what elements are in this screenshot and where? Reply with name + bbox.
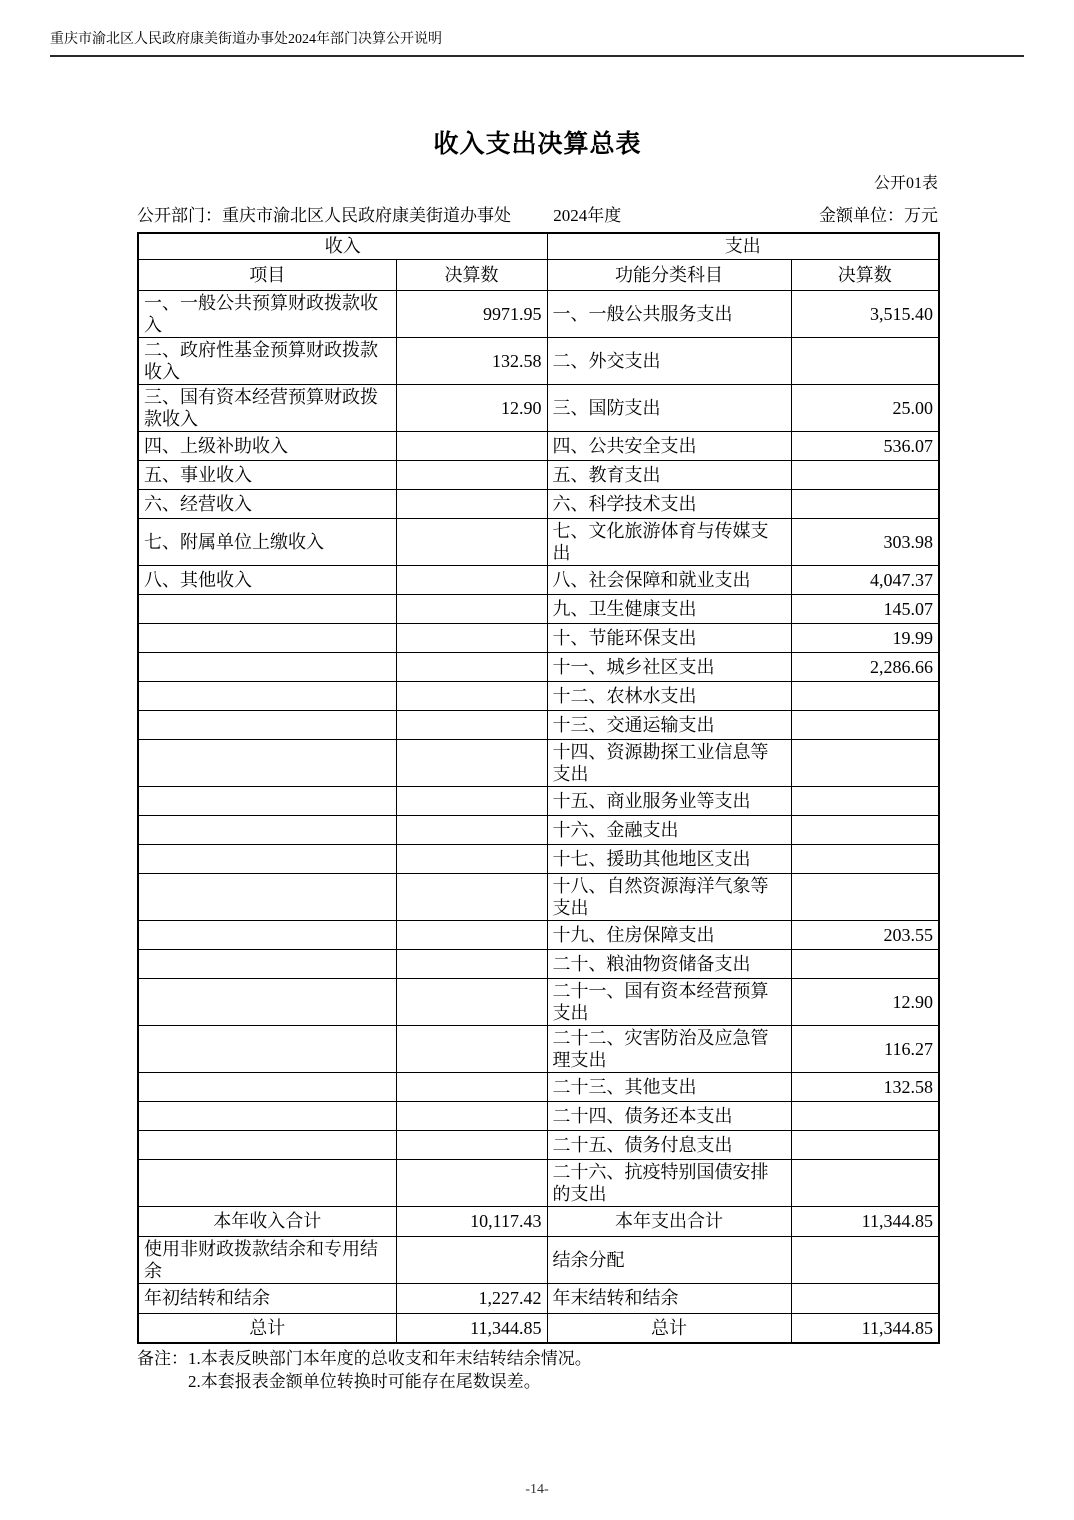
income-value-cell — [396, 565, 547, 594]
expense-item-cell: 总计 — [547, 1313, 791, 1343]
expense-value-cell: 303.98 — [791, 518, 939, 565]
expense-item-cell: 二十三、其他支出 — [547, 1072, 791, 1101]
table-row — [138, 1072, 939, 1101]
income-value-cell: 1,227.42 — [396, 1283, 547, 1313]
sheet-code: 公开01表 — [873, 175, 938, 192]
income-value-cell: 11,344.85 — [396, 1313, 547, 1343]
page-header — [50, 28, 1024, 57]
income-item-cell: 三、国有资本经营预算财政拨款收入 — [138, 384, 396, 431]
expense-value-cell: 11,344.85 — [791, 1313, 939, 1343]
expense-item-cell: 四、公共安全支出 — [547, 431, 791, 460]
expense-item-cell: 八、社会保障和就业支出 — [547, 565, 791, 594]
income-value-cell — [396, 949, 547, 978]
income-item-cell: 使用非财政拨款结余和专用结余 — [138, 1236, 396, 1283]
expense-item-cell: 十八、自然资源海洋气象等支出 — [547, 873, 791, 920]
income-item-cell — [138, 710, 396, 739]
table-row — [138, 489, 939, 518]
income-value-cell — [396, 652, 547, 681]
income-value-cell — [396, 1025, 547, 1072]
expense-value-cell — [791, 489, 939, 518]
table-row — [138, 681, 939, 710]
expense-value-cell: 203.55 — [791, 920, 939, 949]
expense-item-cell: 十、节能环保支出 — [547, 623, 791, 652]
income-item-cell — [138, 844, 396, 873]
expense-item-cell: 二十五、债务付息支出 — [547, 1130, 791, 1159]
sheet — [137, 124, 938, 1393]
notes-lines — [188, 1347, 592, 1393]
department-label: 公开部门：重庆市渝北区人民政府康美街道办事处 — [137, 206, 511, 225]
table-row — [138, 337, 939, 384]
income-value-cell — [396, 1236, 547, 1283]
income-item-cell: 七、附属单位上缴收入 — [138, 518, 396, 565]
expense-value-cell: 116.27 — [791, 1025, 939, 1072]
income-value-cell — [396, 489, 547, 518]
expense-value-cell — [791, 739, 939, 786]
expense-item-cell: 本年支出合计 — [547, 1206, 791, 1236]
expense-item-cell: 九、卫生健康支出 — [547, 594, 791, 623]
expense-value-cell: 19.99 — [791, 623, 939, 652]
income-value-cell — [396, 844, 547, 873]
income-item-cell — [138, 681, 396, 710]
summary-row — [138, 1313, 939, 1343]
col-header-expense-item: 功能分类科目 — [547, 259, 791, 290]
income-item-cell — [138, 623, 396, 652]
table-row — [138, 431, 939, 460]
table-row — [138, 518, 939, 565]
expense-item-cell: 十二、农林水支出 — [547, 681, 791, 710]
income-item-cell — [138, 1130, 396, 1159]
expense-value-cell — [791, 460, 939, 489]
expense-item-cell: 二、外交支出 — [547, 337, 791, 384]
table-row — [138, 815, 939, 844]
expense-value-cell — [791, 786, 939, 815]
table-row — [138, 1159, 939, 1206]
table-row — [138, 844, 939, 873]
fiscal-year-label: 2024年度 — [553, 206, 622, 225]
expense-value-cell — [791, 337, 939, 384]
income-value-cell — [396, 920, 547, 949]
income-item-cell — [138, 739, 396, 786]
expense-item-cell: 二十一、国有资本经营预算支出 — [547, 978, 791, 1025]
table-row — [138, 1025, 939, 1072]
expense-item-cell: 二十六、抗疫特别国债安排的支出 — [547, 1159, 791, 1206]
income-value-cell — [396, 1130, 547, 1159]
expense-item-cell: 十七、援助其他地区支出 — [547, 844, 791, 873]
income-value-cell: 9971.95 — [396, 290, 547, 337]
page-header-text: 重庆市渝北区人民政府康美街道办事处2024年部门决算公开说明 — [50, 32, 442, 47]
col-header-income-item: 项目 — [138, 259, 396, 290]
table-row — [138, 710, 939, 739]
expense-value-cell — [791, 949, 939, 978]
income-item-cell — [138, 873, 396, 920]
income-item-cell: 六、经营收入 — [138, 489, 396, 518]
expense-item-cell: 年末结转和结余 — [547, 1283, 791, 1313]
page-number: -14- — [525, 1482, 549, 1497]
expense-item-cell: 二十、粮油物资储备支出 — [547, 949, 791, 978]
income-item-cell: 总计 — [138, 1313, 396, 1343]
column-header-row — [138, 259, 939, 290]
income-value-cell — [396, 1101, 547, 1130]
income-value-cell: 12.90 — [396, 384, 547, 431]
table-row — [138, 786, 939, 815]
income-item-cell — [138, 920, 396, 949]
expense-value-cell — [791, 1236, 939, 1283]
summary-row — [138, 1206, 939, 1236]
income-value-cell — [396, 786, 547, 815]
income-value-cell: 132.58 — [396, 337, 547, 384]
col-header-income-value: 决算数 — [396, 259, 547, 290]
expense-value-cell: 4,047.37 — [791, 565, 939, 594]
expense-item-cell: 三、国防支出 — [547, 384, 791, 431]
income-item-cell: 年初结转和结余 — [138, 1283, 396, 1313]
income-item-cell — [138, 978, 396, 1025]
expense-value-cell: 536.07 — [791, 431, 939, 460]
income-value-cell: 10,117.43 — [396, 1206, 547, 1236]
table-row — [138, 1101, 939, 1130]
expense-item-cell: 六、科学技术支出 — [547, 489, 791, 518]
expense-value-cell — [791, 844, 939, 873]
expense-item-cell: 十九、住房保障支出 — [547, 920, 791, 949]
income-item-cell — [138, 1159, 396, 1206]
section-header-row — [138, 233, 939, 259]
expense-value-cell — [791, 681, 939, 710]
table-row — [138, 623, 939, 652]
income-value-cell — [396, 594, 547, 623]
expense-item-cell: 十三、交通运输支出 — [547, 710, 791, 739]
table-row — [138, 384, 939, 431]
income-item-cell — [138, 1072, 396, 1101]
income-value-cell — [396, 623, 547, 652]
expense-value-cell: 145.07 — [791, 594, 939, 623]
expense-value-cell: 2,286.66 — [791, 652, 939, 681]
expense-item-cell: 五、教育支出 — [547, 460, 791, 489]
income-value-cell — [396, 1072, 547, 1101]
expense-value-cell: 132.58 — [791, 1072, 939, 1101]
table-row — [138, 460, 939, 489]
table-row — [138, 290, 939, 337]
expense-item-cell: 一、一般公共服务支出 — [547, 290, 791, 337]
expense-value-cell — [791, 1130, 939, 1159]
meta-left — [137, 201, 621, 226]
income-item-cell: 二、政府性基金预算财政拨款收入 — [138, 337, 396, 384]
income-item-cell — [138, 815, 396, 844]
income-item-cell: 四、上级补助收入 — [138, 431, 396, 460]
income-item-cell: 八、其他收入 — [138, 565, 396, 594]
income-value-cell — [396, 710, 547, 739]
expense-item-cell: 十六、金融支出 — [547, 815, 791, 844]
table-row — [138, 652, 939, 681]
note-line: 2.本套报表金额单位转换时可能存在尾数误差。 — [188, 1372, 541, 1391]
table-row — [138, 1130, 939, 1159]
note-line: 1.本表反映部门本年度的总收支和年末结转结余情况。 — [188, 1349, 592, 1368]
table-row — [138, 594, 939, 623]
expense-item-cell: 十四、资源勘探工业信息等支出 — [547, 739, 791, 786]
meta-row — [137, 201, 938, 226]
expense-item-cell: 十五、商业服务业等支出 — [547, 786, 791, 815]
income-value-cell — [396, 739, 547, 786]
table-row — [138, 739, 939, 786]
expense-value-cell — [791, 815, 939, 844]
income-item-cell — [138, 652, 396, 681]
income-value-cell — [396, 518, 547, 565]
notes — [137, 1347, 938, 1393]
table-row — [138, 949, 939, 978]
expense-value-cell — [791, 710, 939, 739]
expense-item-cell: 结余分配 — [547, 1236, 791, 1283]
expense-section-header: 支出 — [547, 233, 939, 259]
income-item-cell: 本年收入合计 — [138, 1206, 396, 1236]
income-item-cell — [138, 786, 396, 815]
summary-row — [138, 1236, 939, 1283]
income-item-cell — [138, 949, 396, 978]
summary-row — [138, 1283, 939, 1313]
expense-value-cell — [791, 873, 939, 920]
income-value-cell — [396, 431, 547, 460]
income-value-cell — [396, 815, 547, 844]
expense-item-cell: 十一、城乡社区支出 — [547, 652, 791, 681]
income-value-cell — [396, 978, 547, 1025]
income-item-cell: 五、事业收入 — [138, 460, 396, 489]
expense-value-cell — [791, 1159, 939, 1206]
income-item-cell — [138, 594, 396, 623]
notes-label: 备注： — [137, 1349, 188, 1368]
expense-item-cell: 二十四、债务还本支出 — [547, 1101, 791, 1130]
expense-value-cell: 3,515.40 — [791, 290, 939, 337]
document-title: 收入支出决算总表 — [433, 131, 642, 158]
income-item-cell — [138, 1101, 396, 1130]
expense-value-cell: 25.00 — [791, 384, 939, 431]
expense-value-cell — [791, 1101, 939, 1130]
table-row — [138, 978, 939, 1025]
expense-item-cell: 二十二、灾害防治及应急管理支出 — [547, 1025, 791, 1072]
expense-value-cell: 12.90 — [791, 978, 939, 1025]
table-body — [138, 290, 939, 1343]
table-row — [138, 873, 939, 920]
unit-label: 金额单位：万元 — [819, 206, 938, 225]
income-value-cell — [396, 681, 547, 710]
income-value-cell — [396, 460, 547, 489]
income-section-header: 收入 — [138, 233, 547, 259]
income-item-cell: 一、一般公共预算财政拨款收入 — [138, 290, 396, 337]
income-value-cell — [396, 873, 547, 920]
income-value-cell — [396, 1159, 547, 1206]
table-row — [138, 565, 939, 594]
col-header-expense-value: 决算数 — [791, 259, 939, 290]
expense-item-cell: 七、文化旅游体育与传媒支出 — [547, 518, 791, 565]
expense-value-cell — [791, 1283, 939, 1313]
table-row — [138, 920, 939, 949]
expense-value-cell: 11,344.85 — [791, 1206, 939, 1236]
income-item-cell — [138, 1025, 396, 1072]
budget-table — [137, 232, 940, 1344]
